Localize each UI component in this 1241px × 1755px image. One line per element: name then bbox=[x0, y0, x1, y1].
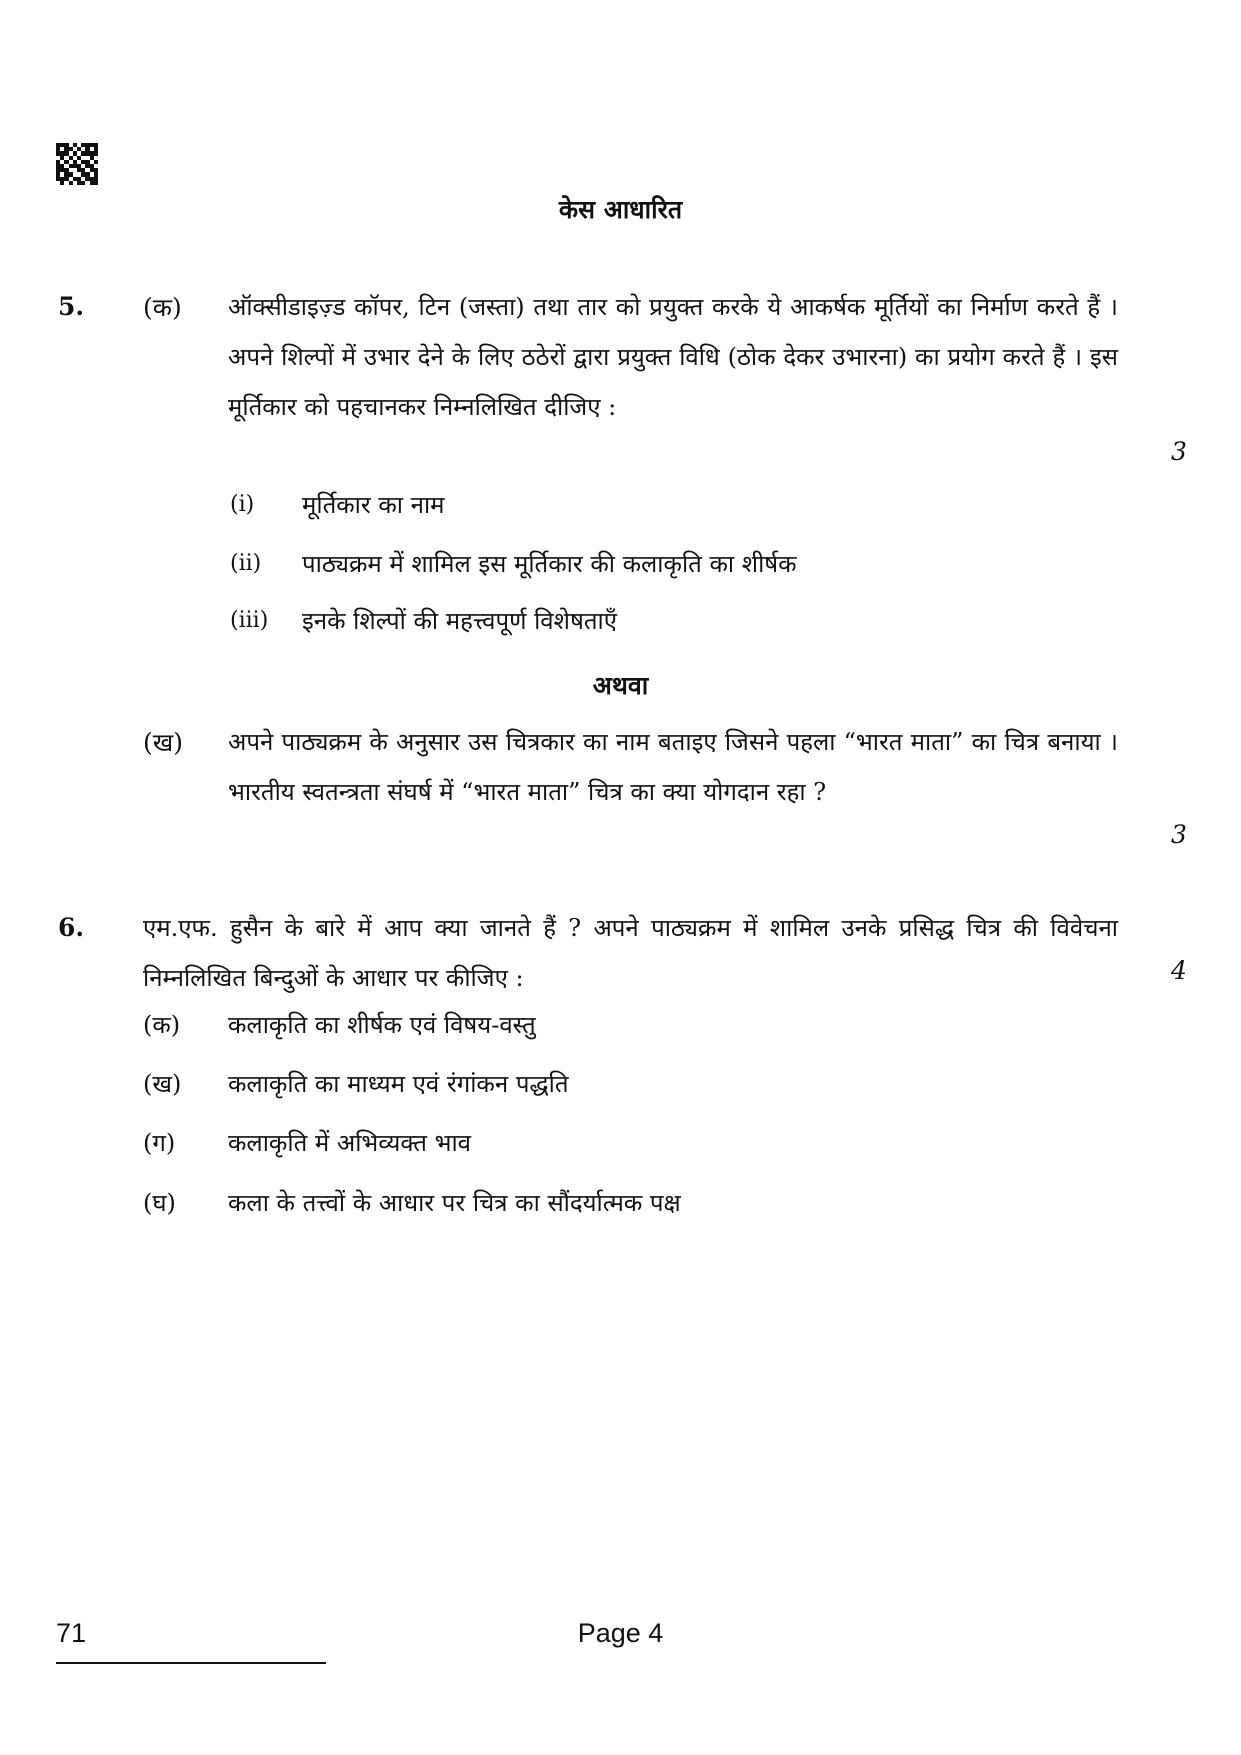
q5-item-2-text: पाठ्यक्रम में शामिल इस मूर्तिकार की कलाकृति का शीर्षक bbox=[302, 550, 797, 578]
q6-item-3-text: कलाकृति में अभिव्यक्त भाव bbox=[228, 1129, 472, 1157]
q5-part-a-marks: 3 bbox=[1171, 437, 1187, 466]
q5-part-b-label: (ख) bbox=[143, 728, 183, 757]
q5-item-3-num: (iii) bbox=[230, 608, 269, 633]
q6-item-2-text: कलाकृति का माध्यम एवं रंगांकन पद्धति bbox=[228, 1070, 569, 1098]
or-heading: अथवा bbox=[592, 671, 649, 700]
page-number: Page 4 bbox=[577, 1618, 664, 1648]
q6-item-1-text: कलाकृति का शीर्षक एवं विषय-वस्तु bbox=[228, 1011, 536, 1039]
q5-item-1-text: मूर्तिकार का नाम bbox=[302, 491, 445, 519]
section-title: केस आधारित bbox=[558, 195, 683, 224]
paper-code: 71 bbox=[56, 1618, 87, 1648]
q5-item-1-num: (i) bbox=[230, 492, 255, 517]
q5-part-b-text: अपने पाठ्यक्रम के अनुसार उस चित्रकार का नाम बताइए जिसने पहला “भारत माता” का चित्र बनाया । भारतीय स्वतन्त्रता संघर्ष में “भारत माता” चित्र का क्या योगदान रहा ? bbox=[228, 728, 1118, 806]
question-number-6: 6. bbox=[58, 913, 85, 942]
q6-item-2-label: (ख) bbox=[143, 1070, 182, 1098]
q6-marks: 4 bbox=[1171, 956, 1187, 985]
q5-part-a-label: (क) bbox=[143, 293, 182, 322]
q6-item-4-text: कला के तत्त्वों के आधार पर चित्र का सौंदर्यात्मक पक्ष bbox=[228, 1189, 681, 1217]
q6-text: एम.एफ. हुसैन के बारे में आप क्या जानते हैं ? अपने पाठ्यक्रम में शामिल उनके प्रसिद्ध चित्र की विवेचना निम्नलिखित बिन्दुओं के आधार पर कीजिए : bbox=[143, 914, 1118, 992]
footer-divider bbox=[56, 1662, 326, 1664]
q5-part-b-marks: 3 bbox=[1171, 820, 1187, 849]
qr-code-icon bbox=[56, 143, 98, 185]
q6-item-3-label: (ग) bbox=[143, 1129, 176, 1157]
q6-item-4-label: (घ) bbox=[143, 1189, 176, 1217]
q6-item-1-label: (क) bbox=[143, 1011, 181, 1039]
q5-part-a-text: ऑक्सीडाइज़्ड कॉपर, टिन (जस्ता) तथा तार को प्रयुक्त करके ये आकर्षक मूर्तियों का निर्माण करते हैं । अपने शिल्पों में उभार देने के लिए ठठेरों द्वारा प्रयुक्त विधि (ठोक देकर उभारना) का प्रयोग करते हैं । इस मूर्तिकार को पहचानकर निम्नलिखित दीजिए : bbox=[228, 293, 1118, 421]
q5-item-3-text: इनके शिल्पों की महत्त्वपूर्ण विशेषताएँ bbox=[302, 607, 617, 635]
question-number-5: 5. bbox=[58, 292, 85, 321]
q5-item-2-num: (ii) bbox=[230, 551, 262, 576]
